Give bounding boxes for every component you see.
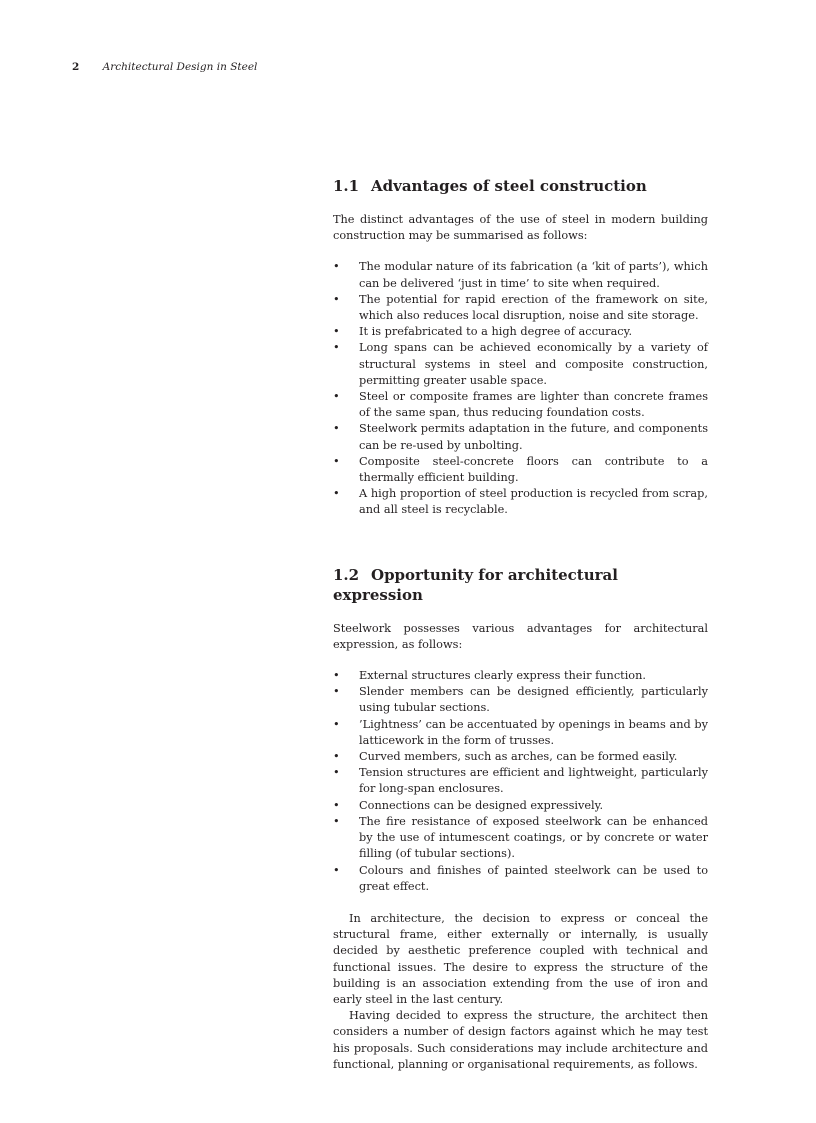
running-header [72, 60, 257, 74]
list-item [333, 749, 708, 765]
bullet-icon: • [333, 454, 340, 468]
list-item [333, 454, 708, 486]
list-item [333, 684, 708, 716]
book-title: Architectural Design in Steel [102, 61, 258, 73]
list-item [333, 668, 708, 684]
list-item [333, 259, 708, 291]
bullet-icon: • [333, 390, 340, 404]
list-item-text: Steelwork permits adaptation in the future, and components can be re-used by unbolting. [359, 422, 708, 452]
bullet-icon: • [333, 292, 340, 306]
bullet-icon: • [333, 814, 340, 828]
list-item [333, 421, 708, 453]
list-item-text: External structures clearly express their function. [359, 669, 646, 683]
list-item-text: The fire resistance of exposed steelwork can be enhanced by the use of intumescent coatings, or by concrete or water filling (of tubular sections). [359, 814, 708, 861]
list-item [333, 863, 708, 895]
list-item-text: Colours and finishes of painted steelwork can be used to great effect. [359, 863, 708, 893]
list-item-text: Long spans can be achieved economically by a variety of structural systems in steel and composite construction, permitting greater usable space. [359, 341, 708, 387]
bullet-icon: • [333, 798, 340, 812]
list-item [333, 814, 708, 863]
list-item-text: The modular nature of its fabrication (a ‘kit of parts’), which can be delivered ‘just in time’ to site when required. [359, 260, 708, 290]
list-item-text: ’Lightness’ can be accentuated by openings in beams and by latticework in the form of trusses. [359, 717, 708, 747]
bullet-icon: • [333, 260, 340, 274]
bullet-icon: • [333, 669, 340, 683]
section-intro: Steelwork possesses various advantages for architectural expression, as follows: [333, 621, 708, 651]
list-item-text: Composite steel-concrete floors can contribute to a thermally efficient building. [359, 454, 708, 485]
list-item [333, 717, 708, 749]
body-paragraph: Having decided to express the structure, the architect then considers a number of design factors against which he may test his proposals. Such considerations may include architecture and functional, planning or organisational requirements, as follows. [333, 1009, 708, 1071]
text-column [333, 176, 708, 1073]
page-number: 2 [72, 61, 80, 73]
bullet-icon: • [333, 750, 340, 764]
list-item [333, 798, 708, 814]
bullet-icon: • [333, 766, 340, 780]
list-item-text: Curved members, such as arches, can be formed easily. [359, 750, 678, 764]
list-item-text: The potential for rapid erection of the framework on site, which also reduces local disruption, noise and site storage. [359, 292, 708, 323]
list-item [333, 324, 708, 340]
bullet-icon: • [333, 422, 340, 436]
section-number: 1.1 [333, 177, 360, 195]
list-item-text: A high proportion of steel production is recycled from scrap, and all steel is recyclable. [359, 487, 708, 517]
list-item-text: Slender members can be designed efficiently, particularly using tubular sections. [359, 685, 708, 715]
section-number: 1.2 [333, 565, 360, 584]
list-item [333, 292, 708, 324]
advantages-list [333, 259, 708, 518]
section-title: Opportunity for architectural expression [333, 565, 618, 604]
bullet-icon: • [333, 341, 340, 355]
section-title: Advantages of steel construction [371, 177, 647, 195]
section-heading-1-1 [333, 176, 708, 196]
bullet-icon: • [333, 487, 340, 501]
bullet-icon: • [333, 685, 340, 699]
list-item [333, 340, 708, 389]
section-intro: The distinct advantages of the use of steel in modern building construction may be summarised as follows: [333, 213, 708, 243]
list-item [333, 765, 708, 797]
section-heading-1-2 [333, 565, 708, 605]
expression-list [333, 668, 708, 895]
list-item [333, 389, 708, 421]
list-item-text: Connections can be designed expressively. [359, 798, 604, 812]
list-item-text: It is prefabricated to a high degree of accuracy. [359, 325, 633, 339]
list-item-text: Tension structures are efficient and lightweight, particularly for long-span enclosures. [359, 766, 708, 796]
bullet-icon: • [333, 863, 340, 877]
list-item-text: Steel or composite frames are lighter than concrete frames of the same span, thus reducing foundation costs. [359, 390, 708, 420]
bullet-icon: • [333, 717, 340, 731]
list-item [333, 486, 708, 518]
bullet-icon: • [333, 325, 340, 339]
body-paragraph: In architecture, the decision to express or conceal the structural frame, either externally or internally, is usually decided by aesthetic preference coupled with technical and functional issues. The desire to express the structure of the building is an association extending from the use of iron and early steel in the last century. [333, 911, 708, 1006]
